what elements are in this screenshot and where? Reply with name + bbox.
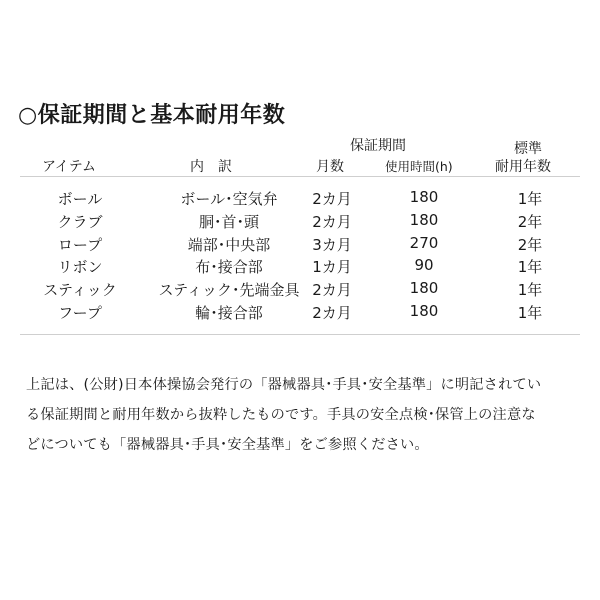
note-line: どについても「器械器具･手具･安全基準」をご参照ください。	[26, 437, 429, 453]
note-line: る保証期間と耐用年数から抜粋したものです。手具の安全点検･保管上の注意な	[26, 407, 536, 423]
months-cell: 2カ月	[312, 281, 352, 300]
parts-cell: ボール･空気弁	[180, 190, 278, 208]
years-cell: 1年	[517, 258, 543, 277]
warranty-table	[20, 128, 580, 335]
note-paragraph	[26, 370, 578, 460]
hours-cell: 180	[409, 210, 439, 229]
years-cell: 1年	[517, 303, 543, 322]
hours-cell: 90	[414, 256, 434, 275]
parts-cell: 輪･接合部	[195, 303, 263, 322]
item-cell: クラブ	[57, 212, 103, 231]
header-lifespan: 耐用年数	[495, 159, 551, 175]
years-cell: 1年	[517, 281, 543, 300]
hours-cell: 180	[409, 301, 439, 320]
item-cell: ボール	[57, 190, 103, 208]
item-cell: スティック	[43, 281, 117, 300]
page-title: ○保証期間と基本耐用年数	[18, 103, 286, 128]
parts-cell: 布･接合部	[195, 258, 263, 277]
header-hours: 使用時間(h)	[385, 159, 453, 174]
table-header	[20, 128, 580, 177]
table-row	[20, 210, 580, 233]
months-cell: 2カ月	[312, 303, 352, 322]
hours-cell: 180	[409, 279, 439, 298]
table-row	[20, 301, 580, 324]
header-warranty-group: 保証期間	[350, 138, 406, 154]
years-cell: 2年	[517, 235, 543, 254]
item-cell: ロープ	[57, 235, 103, 254]
parts-cell: 胴･首･頭	[198, 212, 260, 231]
years-cell: 2年	[517, 212, 543, 231]
item-cell: リボン	[57, 258, 103, 277]
header-item: アイテム	[42, 159, 97, 175]
note-line: 上記は、(公財)日本体操協会発行の「器械器具･手具･安全基準」に明記されてい	[26, 377, 542, 393]
months-cell: 3カ月	[312, 235, 352, 254]
header-standard: 標準	[514, 141, 542, 157]
hours-cell: 180	[409, 188, 439, 206]
table-row	[20, 278, 580, 301]
parts-cell: 端部･中央部	[187, 235, 271, 254]
months-cell: 2カ月	[312, 190, 352, 208]
hours-cell: 270	[409, 233, 439, 252]
years-cell: 1年	[517, 190, 543, 208]
parts-cell: スティック･先端金具	[158, 281, 300, 300]
item-cell: フープ	[58, 303, 102, 322]
table-row	[20, 233, 580, 256]
months-cell: 2カ月	[312, 212, 352, 231]
table-body	[20, 177, 580, 335]
table-row	[20, 255, 580, 278]
months-cell: 1カ月	[312, 258, 352, 277]
header-parts: 内 訳	[190, 159, 232, 175]
table-row	[20, 187, 580, 210]
header-months: 月数	[316, 159, 344, 175]
